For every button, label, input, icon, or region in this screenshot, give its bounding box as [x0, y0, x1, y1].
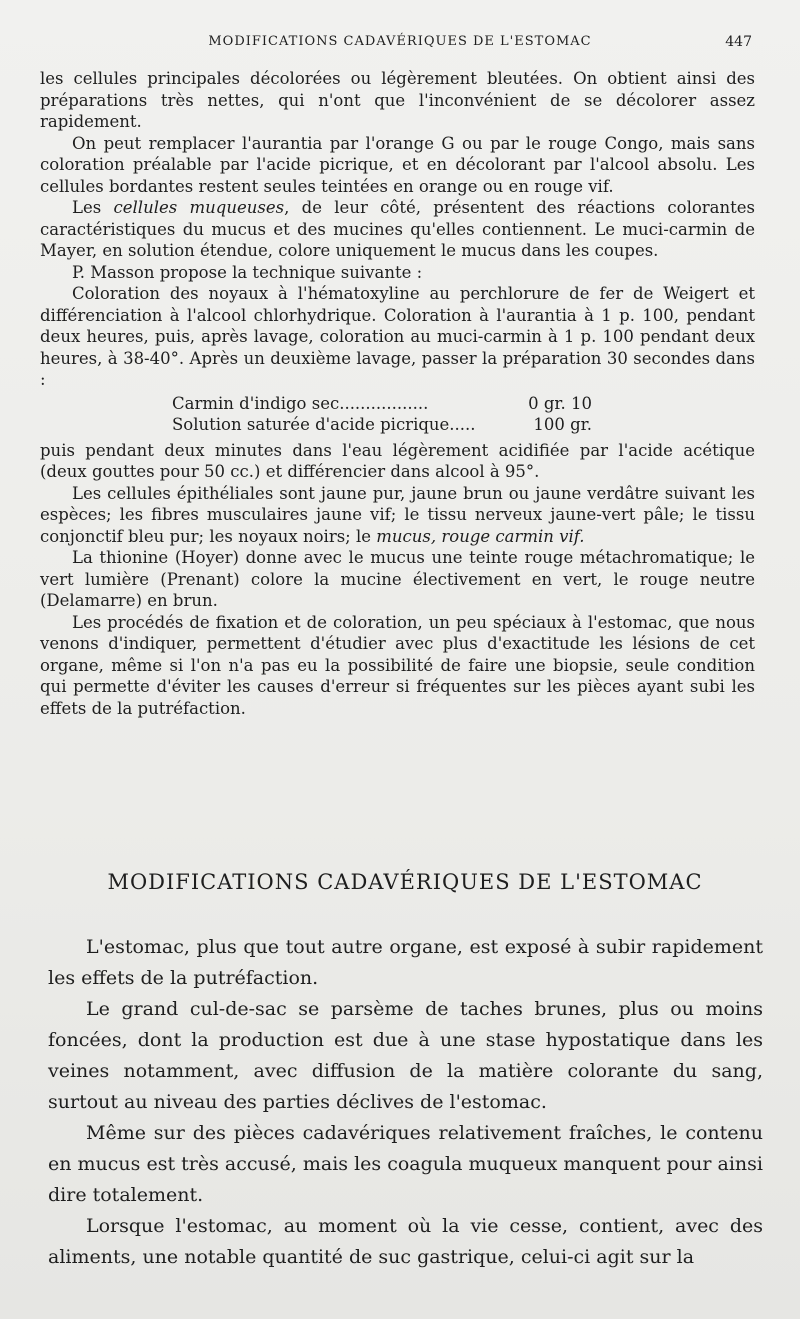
italic-term: mucus, rouge carmin vif. — [376, 526, 585, 546]
text-run: , de leur côté, présentent des réactions colorantes caractéristiques du mucus et des mucines qu'elles contiennent. Le muci-carmin de Mayer, en solution étendue, colore uniquement le mucus dans les coupes. — [40, 198, 755, 260]
paragraph: La thionine (Hoyer) donne avec le mucus une teinte rouge métachromatique; le vert lumière (Prenant) colore la mucine électivement en vert, le rouge neutre (Delamarre) en brun. — [40, 548, 755, 610]
paragraph: Même sur des pièces cadavériques relativement fraîches, le contenu en mucus est très accusé, mais les coagula muqueux manquent pour ainsi dire totalement. — [48, 1122, 763, 1206]
paragraph: P. Masson propose la technique suivante : — [72, 262, 423, 282]
paragraph: On peut remplacer l'aurantia par l'orange G ou par le rouge Congo, mais sans coloration préalable par l'acide picrique, et en décolorant par l'alcool absolu. Les cellules bordantes restent seules teintées en orange ou en rouge vif. — [40, 133, 755, 196]
section-text-block — [48, 932, 763, 1273]
paragraph: Lorsque l'estomac, au moment où la vie cesse, contient, avec des aliments, une notable quantité de suc gastrique, celui-ci agit sur la — [48, 1215, 763, 1268]
recipe-item: Carmin d'indigo sec................. — [172, 393, 429, 413]
paragraph: Coloration des noyaux à l'hématoxyline au perchlorure de fer de Weigert et différenciation à l'alcool chlorhydrique. Coloration à l'aurantia à 1 p. 100, pendant deux heures, puis, après lavage, coloration au muci-carmin à 1 p. 100 pendant deux heures, à 38-40°. Après un deuxième lavage, passer la préparation 30 secondes dans : — [40, 284, 755, 389]
paragraph — [40, 197, 755, 262]
recipe-row — [172, 393, 592, 415]
paragraph — [40, 483, 755, 548]
paragraph: les cellules principales décolorées ou légèrement bleutées. On obtient ainsi des préparations très nettes, qui n'ont que l'inconvénient de se décolorer assez rapidement. — [40, 69, 755, 131]
italic-term: cellules muqueuses — [113, 198, 285, 217]
recipe-item: Solution saturée d'acide picrique..... — [172, 415, 476, 434]
running-title: MODIFICATIONS CADAVÉRIQUES DE L'ESTOMAC — [208, 34, 592, 49]
recipe-quantity: 0 gr. 10 — [517, 393, 592, 413]
paragraph: Le grand cul-de-sac se parsème de taches brunes, plus ou moins foncées, dont la production est due à une stase hypostatique dans les veines notamment, avec diffusion de la matière colorante du sang, surtout au niveau des parties déclives de l'estomac. — [48, 998, 763, 1113]
paragraph: puis pendant deux minutes dans l'eau légèrement acidifiée par l'acide acétique (deux gouttes pour 50 cc.) et différencier dans alcool à 95°. — [40, 440, 755, 481]
recipe-quantity: 100 gr. — [533, 415, 592, 434]
paragraph: L'estomac, plus que tout autre organe, est exposé à subir rapidement les effets de la putréfaction. — [48, 936, 763, 989]
page-number: 447 — [725, 34, 752, 50]
recipe-list — [172, 393, 592, 436]
section-title: MODIFICATIONS CADAVÉRIQUES DE L'ESTOMAC — [107, 870, 703, 894]
page-header — [40, 34, 760, 56]
upper-text-block — [40, 68, 755, 719]
text-run: Les — [72, 198, 114, 217]
text-run: Les cellules épithéliales sont jaune pur, jaune brun ou jaune verdâtre suivant les espèces; les fibres musculaires jaune vif; le tissu nerveux jaune-vert pâle; le tissu conjonctif bleu pur; les noyaux noirs; le — [40, 483, 755, 546]
recipe-row — [172, 414, 592, 436]
paragraph: Les procédés de fixation et de coloration, un peu spéciaux à l'estomac, que nous venons d'indiquer, permettent d'étudier avec plus d'exactitude les lésions de cet organe, même si l'on n'a pas eu la possibilité de faire une biopsie, seule condition qui permette d'éviter les causes d'erreur si fréquentes sur les pièces ayant subi les effets de la putréfaction. — [40, 612, 755, 718]
